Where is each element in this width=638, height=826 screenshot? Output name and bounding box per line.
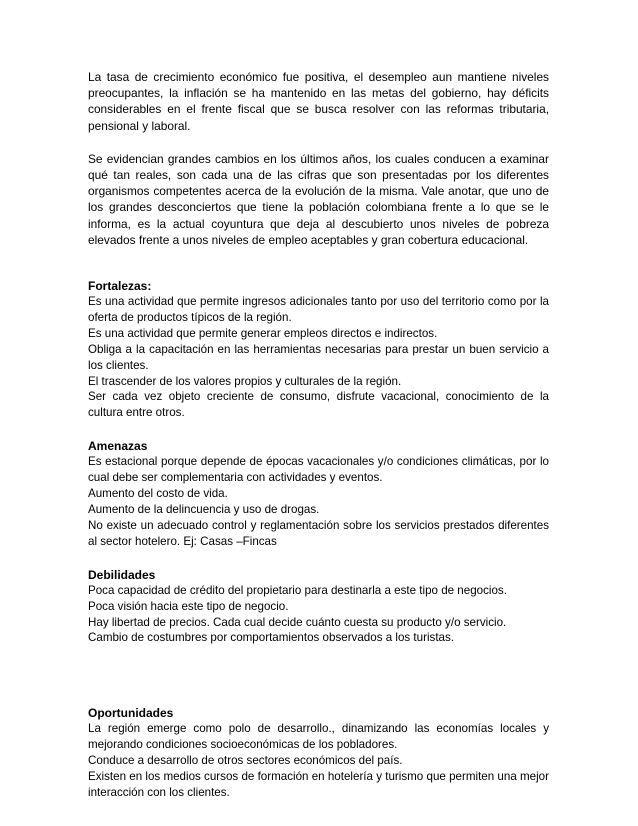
- list-item: La región emerge como polo de desarrollo., dinamizando las economías locales y mejorando condiciones socioeconómicas de los pobladores.: [88, 722, 549, 752]
- list-item: Hay libertad de precios. Cada cual decide cuánto cuesta su producto y/o servicio.: [88, 615, 507, 629]
- section-oportunidades: [88, 705, 549, 801]
- list-item: Aumento de la delincuencia y uso de drogas.: [88, 503, 320, 516]
- list-item: Es una actividad que permite generar empleos directos e indirectos.: [88, 326, 438, 340]
- section-heading-amenazas: Amenazas: [88, 439, 148, 454]
- section-amenazas: [88, 438, 549, 549]
- list-item: Poca visión hacia este tipo de negocio.: [88, 599, 289, 613]
- intro-paragraph-changes: Se evidencian grandes cambios en los últimos años, los cuales conducen a examinar qué tan reales, son cada una de las cifras que son presentadas por los diferentes organismos competentes acerca de la evolución de la misma. Vale anotar, que uno de los grandes desconciertos que tiene la población colombiana frente a lo que se le informa, es la actual coyuntura que deja al descubierto unos niveles de pobreza elevados frente a unos niveles de empleo aceptables y gran cobertura educacional.: [88, 151, 549, 247]
- list-item: Aumento del costo de vida.: [88, 487, 228, 501]
- section-heading-oportunidades: Oportunidades: [88, 706, 174, 721]
- list-item: Obliga a la capacitación en las herramientas necesarias para prestar un buen servicio a los clientes.: [88, 342, 549, 372]
- list-item: No existe un adecuado control y reglamentación sobre los servicios prestados diferentes al sector hotelero. Ej: Casas –Fincas: [88, 518, 549, 548]
- section-debilidades: [88, 567, 549, 647]
- list-item: El trascender de los valores propios y culturales de la región.: [88, 374, 402, 388]
- document-page: [88, 69, 549, 801]
- list-item: Poca capacidad de crédito del propietario para destinarla a este tipo de negocios.: [88, 583, 507, 597]
- section-heading-debilidades: Debilidades: [88, 567, 156, 582]
- list-item: Existen en los medios cursos de formación en hotelería y turismo que permiten una mejor interacción con los clientes.: [88, 770, 549, 799]
- list-item: Ser cada vez objeto creciente de consumo, disfrute vacacional, conocimiento de la cultura entre otros.: [88, 390, 549, 420]
- list-item: Conduce a desarrollo de otros sectores económicos del país.: [88, 754, 403, 768]
- intro-paragraph-economy: La tasa de crecimiento económico fue positiva, el desempleo aun mantiene niveles preocupantes, la inflación se ha mantenido en las metas del gobierno, hay déficits considerables en el frente fiscal que se busca resolver con las reformas tributaria, pensional y laboral.: [88, 70, 549, 133]
- section-fortalezas: [88, 278, 549, 421]
- section-heading-fortalezas: Fortalezas:: [88, 279, 152, 294]
- list-item: Es estacional porque depende de épocas vacacionales y/o condiciones climáticas, por lo cual debe ser complementaria con actividades y eventos.: [88, 455, 549, 485]
- list-item: Cambio de costumbres por comportamientos observados a los turistas.: [88, 631, 455, 645]
- list-item: Es una actividad que permite ingresos adicionales tanto por uso del territorio como por la oferta de productos típicos de la región.: [88, 295, 549, 324]
